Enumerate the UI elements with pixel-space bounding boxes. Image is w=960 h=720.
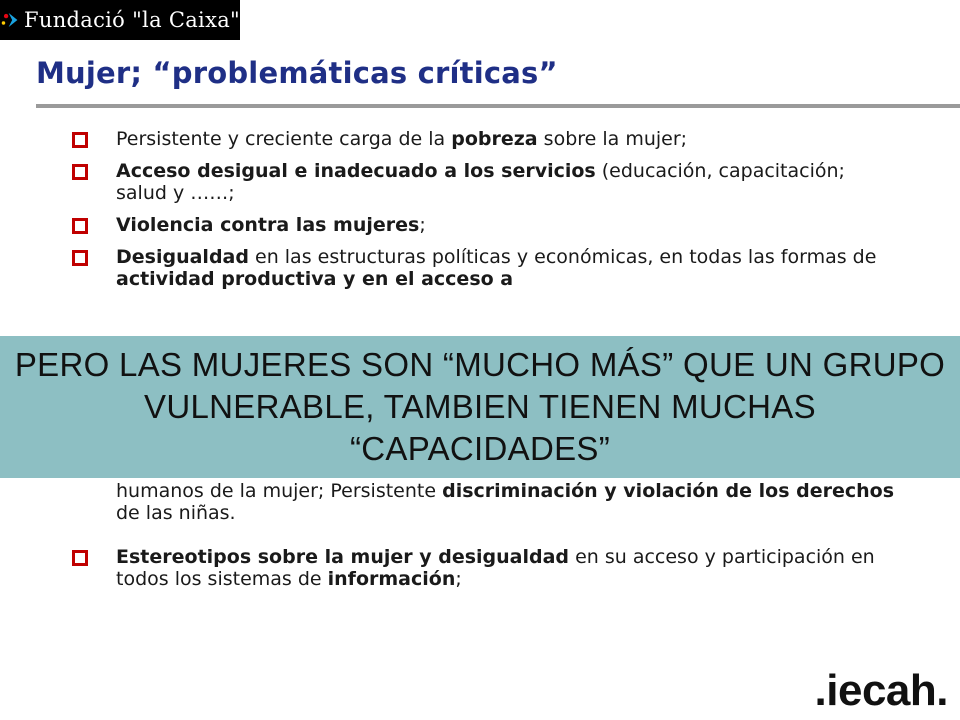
bold-text: Acceso desigual e inadecuado a los servicios <box>116 160 596 182</box>
bottom-bullet-item-1 <box>70 546 880 590</box>
text-run: sobre la mujer; <box>537 128 688 150</box>
slide-title: Mujer; “problemáticas críticas” <box>36 56 558 90</box>
iecah-logo: .iecah. <box>814 666 948 715</box>
text-run: (educación, capacitación; salud y ……; <box>116 160 845 204</box>
bold-text: información <box>327 568 456 590</box>
text-run: humanos de la mujer; Persistente <box>116 480 443 502</box>
highlight-banner <box>0 336 960 478</box>
continuation-text <box>116 480 896 524</box>
bottom-bullet-list <box>70 546 880 590</box>
bullet-list <box>70 128 880 300</box>
bullet-item-1 <box>70 128 880 150</box>
star-icon <box>0 0 20 40</box>
square-bullet-icon <box>72 550 88 566</box>
logo-text: Fundació "la Caixa" <box>24 8 240 32</box>
bullet-item-3 <box>70 214 880 236</box>
bullet-item-4 <box>70 246 880 290</box>
text-run: Persistente y creciente carga de la <box>116 128 452 150</box>
bold-text: Desigualdad <box>116 246 249 268</box>
title-divider <box>36 104 960 108</box>
square-bullet-icon <box>72 218 88 234</box>
text-run: ; <box>419 214 426 236</box>
square-bullet-icon <box>72 164 88 180</box>
text-run: de las niñas. <box>116 502 236 524</box>
bold-text: pobreza <box>451 128 538 150</box>
square-bullet-icon <box>72 132 88 148</box>
bold-text: Violencia contra las mujeres <box>116 214 420 236</box>
bullet-item-2 <box>70 160 880 204</box>
square-bullet-icon <box>72 250 88 266</box>
text-run: ; <box>455 568 462 590</box>
bold-text: Estereotipos sobre la mujer y desigualdad <box>116 546 570 568</box>
banner-text: PERO LAS MUJERES SON “MUCHO MÁS” QUE UN GRUPO VULNERABLE, TAMBIEN TIENEN MUCHAS “CAPACIDADES” <box>14 346 946 467</box>
text-run: en las estructuras políticas y económicas, en todas las formas de <box>248 246 877 268</box>
bold-text: actividad productiva y en el acceso a <box>116 268 514 290</box>
text-run: en su acceso y participación en todos los sistemas de <box>116 546 875 590</box>
bold-text: discriminación y violación de los derechos <box>442 480 895 502</box>
fundacio-logo <box>0 0 240 40</box>
